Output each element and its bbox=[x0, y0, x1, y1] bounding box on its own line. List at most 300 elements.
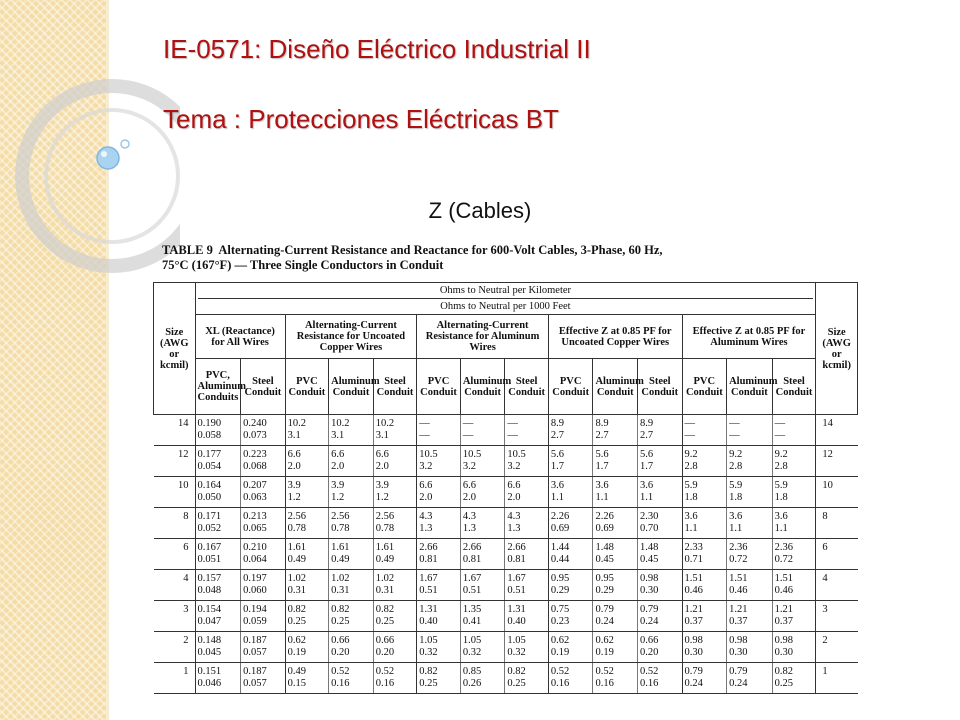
value-cell bbox=[638, 570, 683, 601]
value-per-1000ft: 0.25 bbox=[331, 616, 350, 627]
value-cell bbox=[285, 508, 329, 539]
value-cell bbox=[195, 415, 241, 446]
subcolumn-header: Aluminum Conduit bbox=[593, 359, 638, 415]
value-cell bbox=[772, 508, 816, 539]
value-per-km: 0.79 bbox=[640, 604, 659, 615]
value-per-km: 9.2 bbox=[774, 449, 788, 460]
value-per-km: 0.79 bbox=[684, 666, 703, 677]
value-per-1000ft: 0.49 bbox=[375, 554, 395, 565]
value-per-km: 4.3 bbox=[419, 511, 433, 522]
value-cell bbox=[593, 477, 638, 508]
size-cell-left: 12 bbox=[154, 446, 196, 477]
subcolumn-header: Aluminum Conduit bbox=[460, 359, 505, 415]
value-per-1000ft: 0.20 bbox=[640, 647, 659, 658]
value-per-1000ft: 0.81 bbox=[462, 554, 482, 565]
value-per-1000ft: 0.25 bbox=[419, 678, 438, 689]
value-per-1000ft: 2.0 bbox=[287, 461, 301, 472]
value-per-1000ft: 0.060 bbox=[243, 585, 267, 596]
value-per-km: 1.02 bbox=[331, 573, 350, 584]
value-cell bbox=[417, 477, 461, 508]
units-header bbox=[195, 283, 816, 315]
value-per-1000ft: 1.1 bbox=[774, 523, 788, 534]
value-per-km: 5.6 bbox=[595, 449, 609, 460]
value-per-1000ft: 0.25 bbox=[287, 616, 306, 627]
value-per-km: 3.6 bbox=[595, 480, 609, 491]
value-cell bbox=[329, 508, 374, 539]
value-per-1000ft: 1.2 bbox=[375, 492, 389, 503]
value-cell bbox=[548, 508, 593, 539]
value-cell bbox=[417, 415, 461, 446]
value-cell bbox=[548, 570, 593, 601]
value-per-km: 0.82 bbox=[375, 604, 395, 615]
group-header-aluminum-resistance: Alternating-Current Resistance for Aluminum Wires bbox=[417, 315, 549, 359]
value-cell bbox=[329, 601, 374, 632]
value-per-1000ft: 0.37 bbox=[684, 616, 703, 627]
size-cell-right: 3 bbox=[816, 601, 858, 632]
value-per-km: 10.5 bbox=[507, 449, 526, 460]
value-per-1000ft: 0.37 bbox=[774, 616, 794, 627]
value-per-km: 0.82 bbox=[774, 666, 794, 677]
value-per-km: 3.9 bbox=[331, 480, 345, 491]
value-cell bbox=[285, 601, 329, 632]
value-per-km: 1.02 bbox=[287, 573, 306, 584]
value-cell bbox=[417, 601, 461, 632]
value-cell bbox=[638, 601, 683, 632]
table-row bbox=[154, 632, 858, 663]
value-per-km: 1.61 bbox=[287, 542, 306, 553]
size-cell-right: 6 bbox=[816, 539, 858, 570]
value-cell bbox=[505, 477, 549, 508]
value-per-km: 0.95 bbox=[550, 573, 570, 584]
value-per-km: 1.51 bbox=[729, 573, 748, 584]
value-cell bbox=[460, 570, 505, 601]
value-per-km: — bbox=[462, 418, 474, 429]
value-per-km: 0.52 bbox=[375, 666, 395, 677]
value-per-km: 8.9 bbox=[640, 418, 654, 429]
subcolumn-header: PVC Conduit bbox=[285, 359, 329, 415]
value-per-1000ft: 2.7 bbox=[640, 430, 654, 441]
value-per-1000ft: 0.25 bbox=[774, 678, 794, 689]
size-cell-left: 6 bbox=[154, 539, 196, 570]
value-per-km: 0.187 bbox=[243, 635, 267, 646]
value-per-1000ft: 2.8 bbox=[729, 461, 743, 472]
value-per-1000ft: 0.40 bbox=[507, 616, 526, 627]
value-cell bbox=[329, 477, 374, 508]
value-per-1000ft: 0.24 bbox=[595, 616, 614, 627]
value-per-km: 9.2 bbox=[684, 449, 698, 460]
value-cell bbox=[373, 632, 417, 663]
value-cell bbox=[772, 477, 816, 508]
value-per-km: 0.167 bbox=[197, 542, 222, 553]
value-per-km: 5.6 bbox=[640, 449, 654, 460]
value-per-1000ft: 1.3 bbox=[419, 523, 433, 534]
value-cell bbox=[548, 663, 593, 694]
value-per-1000ft: 0.063 bbox=[243, 492, 267, 503]
value-per-km: 0.52 bbox=[640, 666, 659, 677]
value-per-km: 0.157 bbox=[197, 573, 222, 584]
value-per-1000ft: 0.30 bbox=[729, 647, 748, 658]
value-per-1000ft: 0.31 bbox=[375, 585, 395, 596]
size-cell-right: 2 bbox=[816, 632, 858, 663]
value-per-km: 8.9 bbox=[550, 418, 565, 429]
value-per-km: 6.6 bbox=[462, 480, 476, 491]
value-per-1000ft: — bbox=[419, 430, 430, 441]
value-per-km: 1.61 bbox=[375, 542, 395, 553]
value-per-km: 10.2 bbox=[287, 418, 306, 429]
subcolumn-header: Steel Conduit bbox=[638, 359, 683, 415]
value-per-1000ft: 0.054 bbox=[197, 461, 222, 472]
value-per-1000ft: 1.2 bbox=[287, 492, 301, 503]
value-per-km: 2.56 bbox=[331, 511, 350, 522]
value-cell bbox=[682, 477, 727, 508]
value-per-1000ft: 0.23 bbox=[550, 616, 570, 627]
value-per-1000ft: 0.81 bbox=[507, 554, 526, 565]
value-per-km: 6.6 bbox=[331, 449, 345, 460]
value-cell bbox=[772, 632, 816, 663]
subcolumn-header: Steel Conduit bbox=[373, 359, 417, 415]
subcolumn-header: PVC Conduit bbox=[682, 359, 727, 415]
value-per-km: 3.6 bbox=[774, 511, 788, 522]
value-cell bbox=[460, 601, 505, 632]
value-cell bbox=[417, 446, 461, 477]
value-cell bbox=[727, 570, 773, 601]
value-cell bbox=[373, 570, 417, 601]
value-cell bbox=[460, 663, 505, 694]
value-per-km: 0.79 bbox=[595, 604, 614, 615]
value-per-1000ft: 0.29 bbox=[550, 585, 570, 596]
value-per-km: — bbox=[729, 418, 740, 429]
value-per-1000ft: 2.0 bbox=[331, 461, 345, 472]
value-per-1000ft: 0.29 bbox=[595, 585, 614, 596]
value-per-1000ft: 3.1 bbox=[287, 430, 301, 441]
value-per-1000ft: 0.32 bbox=[419, 647, 438, 658]
value-cell bbox=[638, 477, 683, 508]
table-caption-label: TABLE 9 bbox=[162, 243, 213, 257]
size-cell-left: 8 bbox=[154, 508, 196, 539]
group-header-copper-z: Effective Z at 0.85 PF for Uncoated Copper Wires bbox=[548, 315, 682, 359]
value-per-km: 0.164 bbox=[197, 480, 222, 491]
value-cell bbox=[593, 601, 638, 632]
subcolumn-header: PVC, Aluminum Conduits bbox=[195, 359, 241, 415]
value-per-1000ft: 0.051 bbox=[197, 554, 222, 565]
value-per-km: — bbox=[419, 418, 430, 429]
value-per-1000ft: 0.048 bbox=[197, 585, 222, 596]
value-cell bbox=[241, 539, 286, 570]
value-per-1000ft: — bbox=[507, 430, 518, 441]
value-per-km: 1.05 bbox=[507, 635, 526, 646]
value-cell bbox=[505, 508, 549, 539]
value-per-1000ft: 3.2 bbox=[419, 461, 433, 472]
value-cell bbox=[195, 632, 241, 663]
value-per-km: 0.52 bbox=[595, 666, 614, 677]
value-per-1000ft: 1.7 bbox=[595, 461, 609, 472]
value-cell bbox=[460, 415, 505, 446]
value-per-1000ft: 0.19 bbox=[595, 647, 614, 658]
value-cell bbox=[460, 508, 505, 539]
value-per-1000ft: 0.69 bbox=[550, 523, 570, 534]
units-line-2: Ohms to Neutral per 1000 Feet bbox=[440, 301, 571, 312]
value-per-1000ft: 0.71 bbox=[684, 554, 703, 565]
value-per-km: 0.98 bbox=[640, 573, 659, 584]
value-cell bbox=[548, 632, 593, 663]
value-cell bbox=[638, 663, 683, 694]
value-per-km: 2.26 bbox=[550, 511, 570, 522]
value-per-km: 0.187 bbox=[243, 666, 267, 677]
value-per-km: 5.6 bbox=[550, 449, 565, 460]
value-per-1000ft: 0.20 bbox=[331, 647, 350, 658]
value-per-km: 0.82 bbox=[287, 604, 306, 615]
slide-subtitle: Z (Cables) bbox=[428, 198, 532, 223]
value-cell bbox=[727, 446, 773, 477]
value-per-km: 1.05 bbox=[462, 635, 482, 646]
value-cell bbox=[195, 663, 241, 694]
value-per-km: 2.36 bbox=[774, 542, 794, 553]
subcolumn-header: Steel Conduit bbox=[505, 359, 549, 415]
value-cell bbox=[548, 539, 593, 570]
value-per-km: 0.154 bbox=[197, 604, 222, 615]
value-cell bbox=[241, 663, 286, 694]
value-per-1000ft: 1.7 bbox=[640, 461, 654, 472]
value-per-1000ft: 0.16 bbox=[331, 678, 350, 689]
value-per-km: 0.207 bbox=[243, 480, 267, 491]
value-per-km: 0.194 bbox=[243, 604, 267, 615]
value-per-1000ft: 0.46 bbox=[684, 585, 703, 596]
value-cell bbox=[727, 601, 773, 632]
value-cell bbox=[682, 415, 727, 446]
value-per-km: 6.6 bbox=[419, 480, 433, 491]
value-per-km: 3.6 bbox=[684, 511, 698, 522]
value-per-1000ft: 0.16 bbox=[595, 678, 614, 689]
table-row bbox=[154, 663, 858, 694]
value-per-1000ft: 0.49 bbox=[331, 554, 350, 565]
value-per-1000ft: 0.72 bbox=[774, 554, 794, 565]
value-per-km: 0.66 bbox=[331, 635, 350, 646]
size-cell-left: 3 bbox=[154, 601, 196, 632]
size-cell-right: 10 bbox=[816, 477, 858, 508]
value-per-1000ft: 0.51 bbox=[507, 585, 526, 596]
value-per-1000ft: 0.32 bbox=[462, 647, 482, 658]
value-cell bbox=[241, 601, 286, 632]
value-per-km: 10.5 bbox=[462, 449, 482, 460]
size-cell-right: 4 bbox=[816, 570, 858, 601]
value-per-1000ft: 0.047 bbox=[197, 616, 222, 627]
value-per-1000ft: 3.1 bbox=[331, 430, 345, 441]
value-cell bbox=[285, 539, 329, 570]
value-per-km: 1.67 bbox=[462, 573, 482, 584]
value-per-km: 0.62 bbox=[550, 635, 570, 646]
value-per-km: 0.66 bbox=[375, 635, 395, 646]
value-cell bbox=[682, 601, 727, 632]
value-per-km: 0.62 bbox=[287, 635, 306, 646]
value-cell bbox=[505, 601, 549, 632]
value-cell bbox=[593, 446, 638, 477]
value-per-1000ft: 0.70 bbox=[640, 523, 659, 534]
value-per-km: 2.33 bbox=[684, 542, 703, 553]
value-per-km: — bbox=[774, 418, 786, 429]
value-per-1000ft: 0.72 bbox=[729, 554, 748, 565]
subcolumn-header: Steel Conduit bbox=[241, 359, 286, 415]
value-cell bbox=[373, 508, 417, 539]
value-cell bbox=[285, 570, 329, 601]
value-per-km: — bbox=[684, 418, 696, 429]
bubble-icon bbox=[97, 147, 119, 169]
table-row bbox=[154, 477, 858, 508]
size-cell-right: 8 bbox=[816, 508, 858, 539]
value-per-1000ft: 0.25 bbox=[375, 616, 395, 627]
value-per-km: 0.95 bbox=[595, 573, 614, 584]
value-per-1000ft: 2.0 bbox=[462, 492, 476, 503]
value-per-km: 3.6 bbox=[729, 511, 743, 522]
value-per-1000ft: 0.068 bbox=[243, 461, 267, 472]
value-per-1000ft: — bbox=[462, 430, 474, 441]
value-per-1000ft: 0.30 bbox=[774, 647, 794, 658]
value-per-1000ft: 0.20 bbox=[375, 647, 395, 658]
value-cell bbox=[772, 570, 816, 601]
value-per-1000ft: 0.41 bbox=[462, 616, 482, 627]
value-per-km: 2.66 bbox=[507, 542, 526, 553]
value-per-km: — bbox=[507, 418, 518, 429]
table-caption-text: Alternating-Current Resistance and Reactance for 600-Volt Cables, 3-Phase, 60 Hz, 75°C (167°F) — Three Single Conductors in Conduit bbox=[162, 243, 663, 272]
units-line-1: Ohms to Neutral per Kilometer bbox=[198, 283, 814, 299]
value-cell bbox=[593, 663, 638, 694]
value-cell bbox=[241, 446, 286, 477]
value-per-1000ft: 0.45 bbox=[595, 554, 614, 565]
value-per-km: 2.30 bbox=[640, 511, 659, 522]
table-row bbox=[154, 415, 858, 446]
group-header-copper-resistance: Alternating-Current Resistance for Uncoated Copper Wires bbox=[285, 315, 417, 359]
value-per-km: 6.6 bbox=[375, 449, 389, 460]
small-bubble-icon bbox=[121, 140, 129, 148]
table-caption bbox=[162, 243, 682, 273]
value-per-km: 1.51 bbox=[684, 573, 703, 584]
value-per-km: 6.6 bbox=[507, 480, 521, 491]
value-cell bbox=[727, 632, 773, 663]
value-per-km: 5.9 bbox=[774, 480, 788, 491]
subcolumn-header: Aluminum Conduit bbox=[727, 359, 773, 415]
value-cell bbox=[417, 570, 461, 601]
value-per-1000ft: 0.51 bbox=[462, 585, 482, 596]
value-per-1000ft: 2.8 bbox=[774, 461, 788, 472]
value-cell bbox=[195, 477, 241, 508]
value-per-1000ft: 0.49 bbox=[287, 554, 306, 565]
value-cell bbox=[329, 446, 374, 477]
value-per-km: 2.36 bbox=[729, 542, 748, 553]
value-per-km: 0.171 bbox=[197, 511, 222, 522]
value-per-km: 1.67 bbox=[419, 573, 438, 584]
value-per-km: 0.151 bbox=[197, 666, 222, 677]
value-per-km: 1.48 bbox=[595, 542, 614, 553]
value-per-1000ft: 1.1 bbox=[550, 492, 565, 503]
value-cell bbox=[373, 539, 417, 570]
value-cell bbox=[772, 663, 816, 694]
value-cell bbox=[373, 663, 417, 694]
value-cell bbox=[373, 415, 417, 446]
value-per-1000ft: 0.064 bbox=[243, 554, 267, 565]
value-cell bbox=[329, 539, 374, 570]
value-per-1000ft: 0.057 bbox=[243, 678, 267, 689]
value-per-km: 0.62 bbox=[595, 635, 614, 646]
value-per-1000ft: — bbox=[684, 430, 696, 441]
value-cell bbox=[417, 539, 461, 570]
subcolumn-header: PVC Conduit bbox=[417, 359, 461, 415]
value-per-1000ft: 0.24 bbox=[684, 678, 703, 689]
value-per-km: 10.5 bbox=[419, 449, 438, 460]
value-cell bbox=[593, 539, 638, 570]
value-per-1000ft: 2.0 bbox=[507, 492, 521, 503]
value-per-1000ft: 0.19 bbox=[550, 647, 570, 658]
value-cell bbox=[195, 508, 241, 539]
value-cell bbox=[241, 477, 286, 508]
value-cell bbox=[548, 601, 593, 632]
value-per-1000ft: 1.2 bbox=[331, 492, 345, 503]
value-per-km: 1.44 bbox=[550, 542, 570, 553]
value-cell bbox=[195, 446, 241, 477]
value-cell bbox=[285, 446, 329, 477]
table-row bbox=[154, 508, 858, 539]
value-cell bbox=[329, 570, 374, 601]
value-per-km: 1.21 bbox=[774, 604, 794, 615]
value-cell bbox=[682, 663, 727, 694]
value-per-1000ft: 0.30 bbox=[640, 585, 659, 596]
value-cell bbox=[241, 415, 286, 446]
size-cell-left: 2 bbox=[154, 632, 196, 663]
value-per-km: 2.56 bbox=[287, 511, 306, 522]
value-per-1000ft: — bbox=[774, 430, 786, 441]
value-per-km: 0.210 bbox=[243, 542, 267, 553]
value-per-1000ft: 0.16 bbox=[550, 678, 570, 689]
value-cell bbox=[548, 446, 593, 477]
value-per-1000ft: 2.8 bbox=[684, 461, 698, 472]
value-per-1000ft: 0.24 bbox=[729, 678, 748, 689]
value-per-1000ft: 1.3 bbox=[507, 523, 521, 534]
value-cell bbox=[772, 415, 816, 446]
value-per-1000ft: 0.057 bbox=[243, 647, 267, 658]
value-per-1000ft: 2.7 bbox=[550, 430, 565, 441]
value-per-1000ft: 0.16 bbox=[640, 678, 659, 689]
value-per-1000ft: 0.30 bbox=[684, 647, 703, 658]
value-per-1000ft: 0.073 bbox=[243, 430, 267, 441]
value-per-1000ft: 0.052 bbox=[197, 523, 222, 534]
value-per-1000ft: 0.058 bbox=[197, 430, 222, 441]
value-cell bbox=[373, 601, 417, 632]
value-per-1000ft: 1.1 bbox=[595, 492, 609, 503]
value-cell bbox=[285, 663, 329, 694]
value-cell bbox=[417, 508, 461, 539]
bubble-shine-icon bbox=[101, 151, 107, 157]
size-cell-right: 14 bbox=[816, 415, 858, 446]
value-per-km: 0.49 bbox=[287, 666, 306, 677]
value-per-1000ft: 1.1 bbox=[729, 523, 743, 534]
value-per-km: 1.35 bbox=[462, 604, 482, 615]
value-cell bbox=[505, 570, 549, 601]
subcolumn-header: Aluminum Conduit bbox=[329, 359, 374, 415]
value-per-1000ft: 0.050 bbox=[197, 492, 222, 503]
value-cell bbox=[772, 539, 816, 570]
value-per-km: 2.66 bbox=[419, 542, 438, 553]
value-per-km: 2.56 bbox=[375, 511, 395, 522]
value-per-1000ft: 0.78 bbox=[331, 523, 350, 534]
value-cell bbox=[241, 508, 286, 539]
value-per-km: 1.05 bbox=[419, 635, 438, 646]
subcolumn-header: PVC Conduit bbox=[548, 359, 593, 415]
value-per-1000ft: 0.16 bbox=[375, 678, 395, 689]
value-cell bbox=[593, 570, 638, 601]
group-header-reactance: XL (Reactance) for All Wires bbox=[195, 315, 285, 359]
value-cell bbox=[548, 415, 593, 446]
size-cell-right: 1 bbox=[816, 663, 858, 694]
value-cell bbox=[772, 446, 816, 477]
value-per-km: 0.98 bbox=[729, 635, 748, 646]
